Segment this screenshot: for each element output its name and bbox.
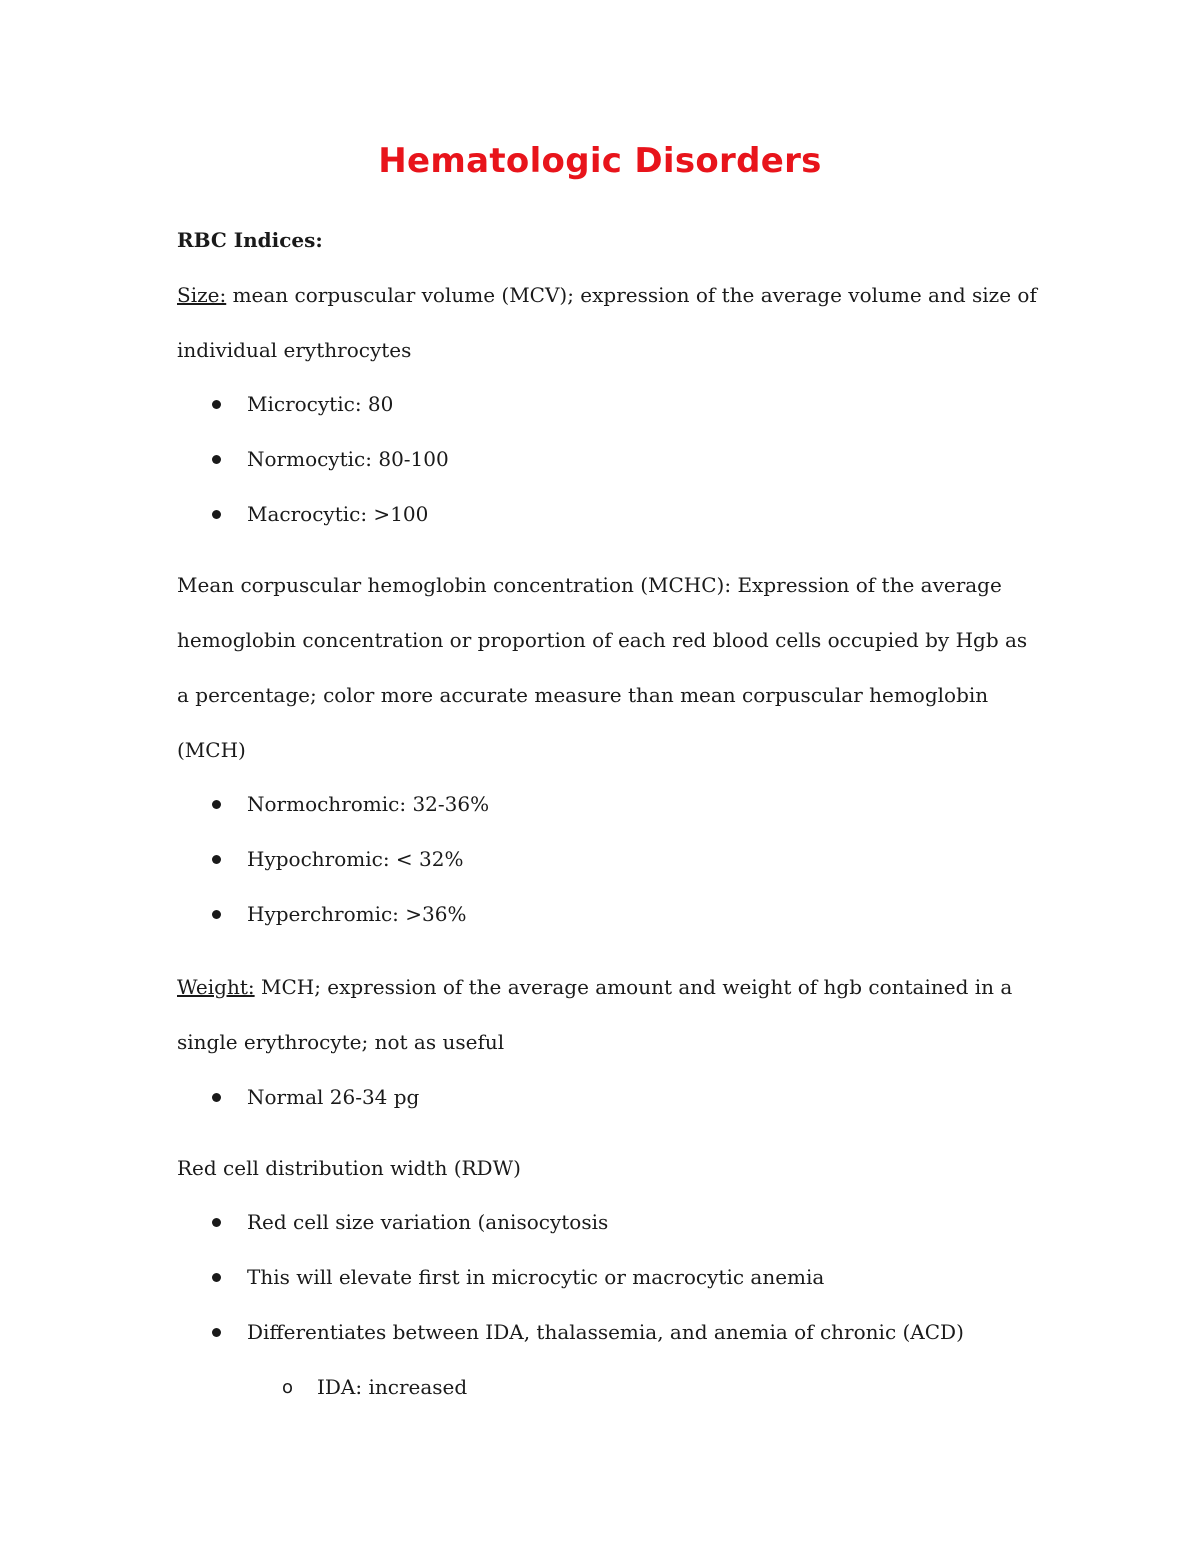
list-item-microcytic: Microcytic: 80	[247, 392, 394, 416]
size-paragraph-line-2: individual erythrocytes	[177, 338, 412, 362]
bullet-dot	[212, 855, 221, 864]
list-item-macrocytic: Macrocytic: >100	[247, 502, 429, 526]
size-text: mean corpuscular volume (MCV); expression of the average volume and size of	[226, 283, 1037, 307]
bullet-dot	[212, 1273, 221, 1282]
bullet-dot	[212, 1218, 221, 1227]
bullet-dot	[212, 910, 221, 919]
size-paragraph-line-1	[177, 281, 1037, 309]
mchc-paragraph-line-3: a percentage; color more accurate measure than mean corpuscular hemoglobin	[177, 683, 989, 707]
bullet-dot	[212, 1093, 221, 1102]
weight-paragraph-line-2: single erythrocyte; not as useful	[177, 1030, 505, 1054]
bullet-dot	[212, 1328, 221, 1337]
bullet-dot	[212, 400, 221, 409]
list-item-size-variation: Red cell size variation (anisocytosis	[247, 1210, 609, 1234]
list-item-hyperchromic: Hyperchromic: >36%	[247, 902, 467, 926]
list-item-hypochromic: Hypochromic: < 32%	[247, 847, 464, 871]
mchc-paragraph-line-2: hemoglobin concentration or proportion of each red blood cells occupied by Hgb as	[177, 628, 1028, 652]
mchc-paragraph-line-1: Mean corpuscular hemoglobin concentration (MCHC): Expression of the average	[177, 573, 1002, 597]
list-item-normochromic: Normochromic: 32-36%	[247, 792, 490, 816]
list-item-elevate-first: This will elevate first in microcytic or macrocytic anemia	[247, 1265, 825, 1289]
rdw-heading: Red cell distribution width (RDW)	[177, 1156, 521, 1180]
bullet-dot	[212, 455, 221, 464]
list-item-normocytic: Normocytic: 80-100	[247, 447, 449, 471]
bullet-dot	[212, 800, 221, 809]
weight-text: MCH; expression of the average amount and weight of hgb contained in a	[254, 975, 1013, 999]
mchc-paragraph-line-4: (MCH)	[177, 738, 246, 762]
sub-bullet-marker: o	[282, 1377, 294, 1398]
page-title: Hematologic Disorders	[378, 141, 822, 181]
weight-label: Weight:	[177, 975, 255, 999]
weight-paragraph-line-1	[177, 973, 1012, 1001]
size-label: Size:	[177, 283, 227, 307]
sub-list-item-ida: IDA: increased	[317, 1375, 468, 1399]
list-item-normal-pg: Normal 26-34 pg	[247, 1085, 420, 1109]
list-item-differentiates: Differentiates between IDA, thalassemia, and anemia of chronic (ACD)	[247, 1320, 964, 1344]
bullet-dot	[212, 510, 221, 519]
rbc-indices-heading: RBC Indices:	[177, 228, 323, 252]
